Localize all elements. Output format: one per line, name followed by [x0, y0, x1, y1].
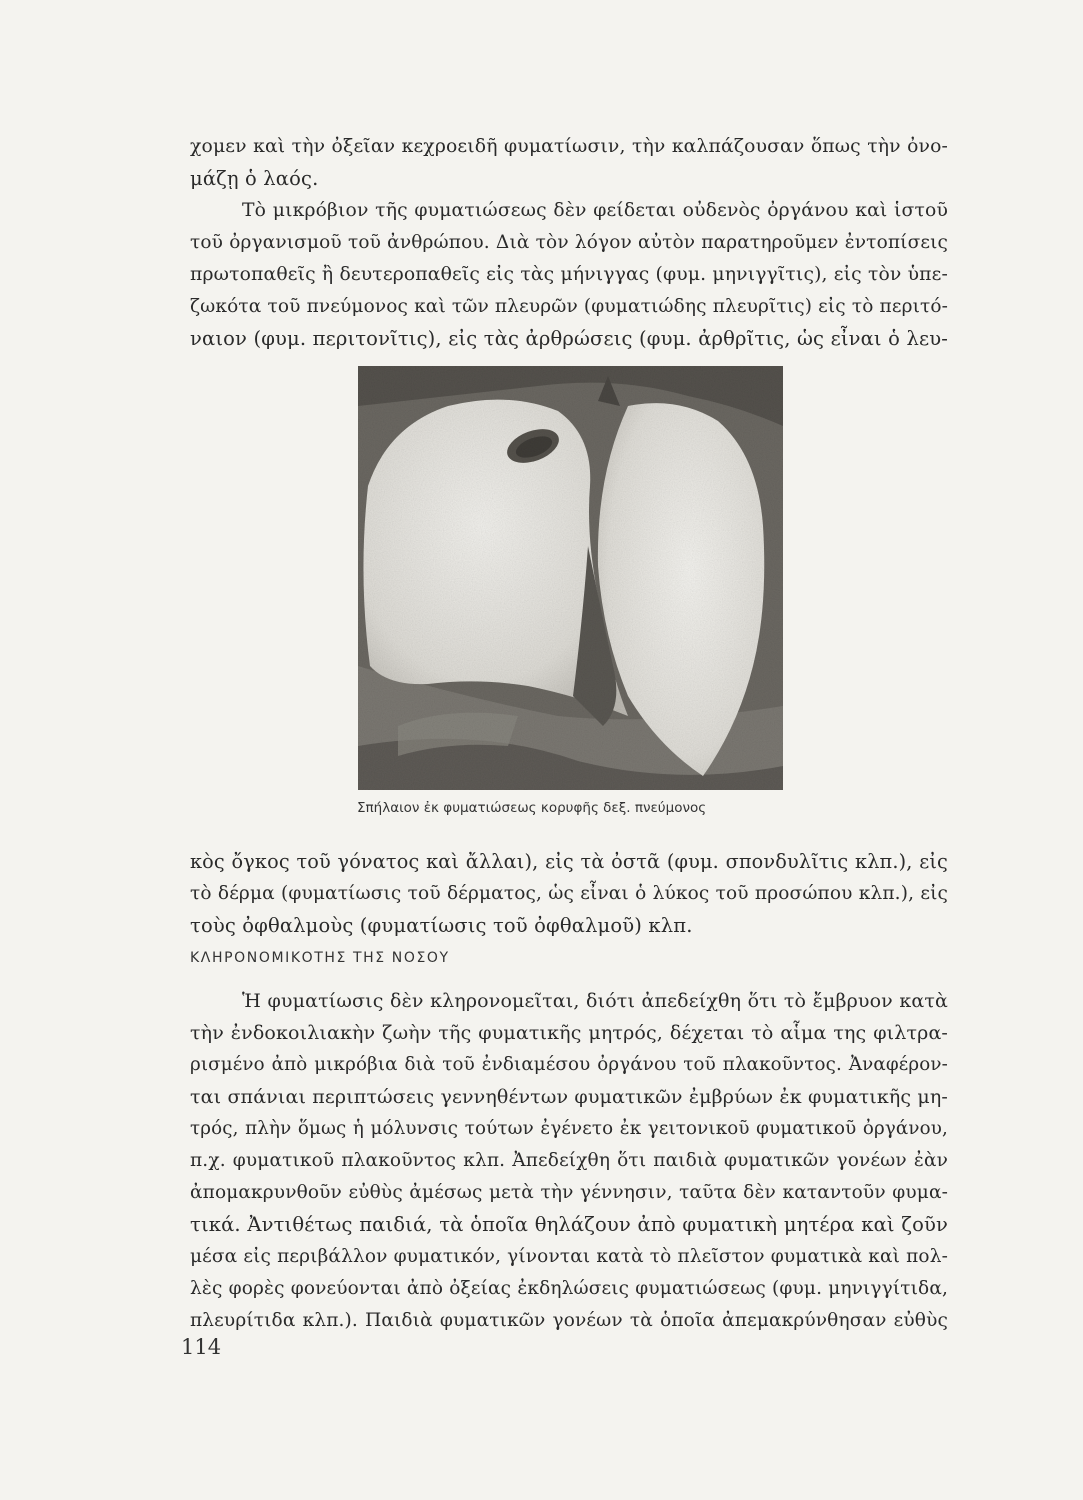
text-line: τὴν ἐνδοκοιλιακὴν ζωὴν τῆς φυματικῆς μητρός, δέχεται τὸ αἷμα της φιλτρα- [190, 1022, 948, 1044]
text-line: μέσα εἰς περιβάλλον φυματικόν, γίνονται κατὰ τὸ πλεῖστον φυματικὰ καὶ πολ- [190, 1246, 948, 1267]
text-line: ται σπάνιαι περιπτώσεις γεννηθέντων φυματικῶν ἐμβρύων ἐκ φυματικῆς μη- [190, 1086, 948, 1108]
figure-caption: Σπήλαιον ἐκ φυματιώσεως κορυφῆς δεξ. πνεύμονος [357, 800, 707, 816]
page-number: 114 [181, 1335, 222, 1359]
text-line: κὸς ὄγκος τοῦ γόνατος καὶ ἄλλαι), εἰς τὰ ὀστᾶ (φυμ. σπονδυλῖτις κλπ.), εἰς [190, 850, 948, 873]
heredity-paragraph [190, 985, 948, 1337]
text-line: τὸ δέρμα (φυματίωσις τοῦ δέρματος, ὡς εἶναι ὁ λύκος τοῦ προσώπου κλπ.), εἰς [190, 883, 948, 904]
text-line: λὲς φορὲς φονεύονται ἀπὸ ὀξείας ἐκδηλώσεις φυματιώσεως (φυμ. μηνιγγίτιδα, [190, 1278, 948, 1299]
text-line: πρωτοπαθεῖς ἢ δευτεροπαθεῖς εἰς τὰς μήνιγγας (φυμ. μηνιγγῖτις), εἰς τὸν ὑπε- [190, 264, 948, 285]
text-line: Ἡ φυματίωσις δὲν κληρονομεῖται, διότι ἀπεδείχθη ὅτι τὸ ἔμβρυον κατὰ [242, 990, 948, 1012]
text-line: πλευρίτιδα κλπ.). Παιδιὰ φυματικῶν γονέων τὰ ὁποῖα ἀπεμακρύνθησαν εὐθὺς [190, 1310, 948, 1331]
text-line: τρός, πλὴν ὅμως ἡ μόλυνσις τούτων ἐγένετο ἐκ γειτονικοῦ φυματικοῦ ὀργάνου, [190, 1118, 948, 1139]
text-line: ναιον (φυμ. περιτονῖτις), εἰς τὰς ἀρθρώσεις (φυμ. ἀρθρῖτις, ὡς εἶναι ὁ λευ- [190, 327, 948, 350]
text-line: ἀπομακρυνθοῦν εὐθὺς ἀμέσως μετὰ τὴν γέννησιν, ταῦτα δὲν καταντοῦν φυμα- [190, 1182, 948, 1203]
text-line: ζωκότα τοῦ πνεύμονος καὶ τῶν πλευρῶν (φυματιώδης πλευρῖτις) εἰς τὸ περιτό- [190, 296, 949, 317]
text-line: Τὸ μικρόβιον τῆς φυματιώσεως δὲν φείδεται οὐδενὸς ὀργάνου καὶ ἱστοῦ [242, 200, 948, 221]
top-paragraph [190, 131, 948, 355]
text-line: ρισμένο ἀπὸ μικρόβια διὰ τοῦ ἐνδιαμέσου ὀργάνου τοῦ πλακοῦντος. Ἀναφέρον- [190, 1054, 948, 1075]
text-line: χομεν καὶ τὴν ὀξεῖαν κεχροειδῆ φυματίωσιν, τὴν καλπάζουσαν ὅπως τὴν ὀνο- [190, 136, 948, 157]
lung-cavity-photo [358, 366, 783, 790]
text-line: μάζῃ ὁ λαός. [190, 167, 319, 190]
section-heading: ΚΛΗΡΟΝΟΜΙΚΟΤΗΣ ΤΗΣ ΝΟΣΟΥ [190, 950, 450, 966]
text-line: π.χ. φυματικοῦ πλακοῦντος κλπ. Ἀπεδείχθη ὅτι παιδιὰ φυματικῶν γονέων ἐὰν [190, 1150, 948, 1171]
text-line: τοὺς ὀφθαλμοὺς (φυματίωσις τοῦ ὀφθαλμοῦ) κλπ. [190, 914, 693, 937]
text-line: τοῦ ὀργανισμοῦ τοῦ ἀνθρώπου. Διὰ τὸν λόγον αὐτὸν παρατηροῦμεν ἐντοπίσεις [190, 232, 948, 253]
continuation-paragraph [190, 846, 948, 942]
text-line: τικά. Ἀντιθέτως παιδιά, τὰ ὁποῖα θηλάζουν ἀπὸ φυματικὴ μητέρα καὶ ζοῦν [190, 1213, 948, 1236]
lung-cavity-illustration [358, 366, 783, 790]
